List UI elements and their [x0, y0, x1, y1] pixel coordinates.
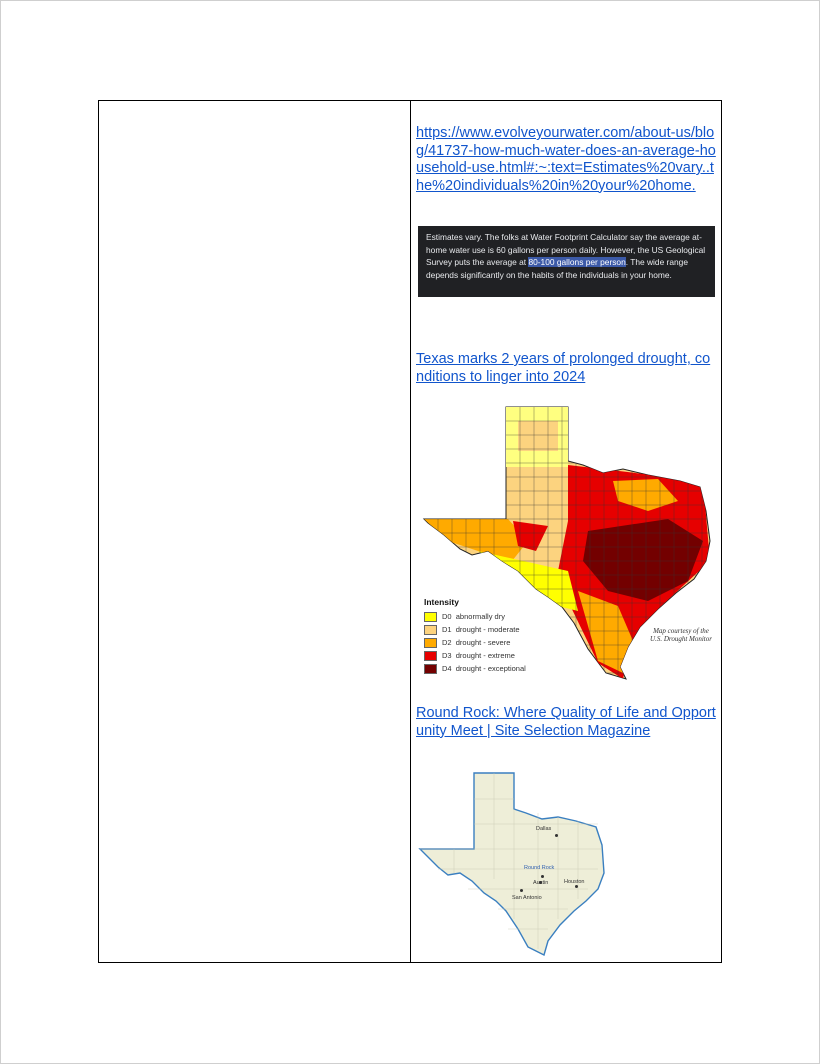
legend-label: drought - severe	[455, 638, 511, 647]
legend-label: drought - exceptional	[455, 664, 526, 673]
city-marker	[575, 885, 578, 888]
map-credit: Map courtesy of the U.S. Drought Monitor	[650, 627, 712, 643]
city-label-houston: Houston	[564, 879, 585, 885]
legend-code: D3	[442, 651, 452, 660]
legend-row	[424, 649, 564, 662]
city-marker	[520, 889, 523, 892]
legend-swatch-d4	[424, 664, 437, 674]
legend-swatch-d0	[424, 612, 437, 622]
legend-code: D0	[442, 612, 452, 621]
search-snippet-screenshot	[418, 226, 715, 297]
legend-row	[424, 623, 564, 636]
city-label-dallas: Dallas	[536, 826, 552, 832]
legend-row	[424, 662, 564, 675]
legend-code: D2	[442, 638, 452, 647]
legend-code: D4	[442, 664, 452, 673]
legend-code: D1	[442, 625, 452, 634]
legend-label: drought - extreme	[455, 651, 515, 660]
city-label-austin: Austin	[533, 880, 549, 886]
texas-reference-map	[418, 769, 618, 959]
drought-article-link[interactable]: Texas marks 2 years of prolonged drought, conditions to linger into 2024	[416, 351, 711, 385]
round-rock-article-link[interactable]: Round Rock: Where Quality of Life and Opportunity Meet | Site Selection Magazine	[416, 705, 716, 739]
legend-row	[424, 636, 564, 649]
snippet-text-before: Estimates vary. The folks at Water Footprint Calculator say the average at-home water use is 60 gallons per person daily. However, the US Geological Survey puts the average at	[426, 232, 706, 267]
legend-swatch-d2	[424, 638, 437, 648]
water-usage-link[interactable]: https://www.evolveyourwater.com/about-us/blog/41737-how-much-water-does-an-average-household-use.html#:~:text=Estimates%20vary..the%20individuals%20in%20your%20home.	[416, 125, 716, 194]
legend-row	[424, 610, 564, 623]
reference-map-graphic	[418, 769, 618, 959]
legend-title: Intensity	[424, 597, 459, 607]
drought-legend	[424, 597, 564, 675]
city-label-round-rock: Round Rock	[524, 865, 555, 871]
column-divider	[410, 101, 411, 962]
texas-drought-map	[418, 401, 718, 686]
city-marker	[541, 875, 544, 878]
legend-swatch-d1	[424, 625, 437, 635]
legend-label: drought - moderate	[455, 625, 520, 634]
city-marker	[555, 834, 558, 837]
city-label-san-antonio: San Antonio	[512, 895, 542, 901]
legend-label: abnormally dry	[455, 612, 505, 621]
right-column-cell	[416, 101, 718, 962]
legend-swatch-d3	[424, 651, 437, 661]
texas-outline	[420, 773, 604, 955]
snippet-highlight: 80-100 gallons per person	[528, 257, 626, 267]
document-table	[98, 100, 722, 963]
snippet-text-after: . The wide range depends significantly on the habits of the individuals in your home.	[426, 257, 688, 280]
